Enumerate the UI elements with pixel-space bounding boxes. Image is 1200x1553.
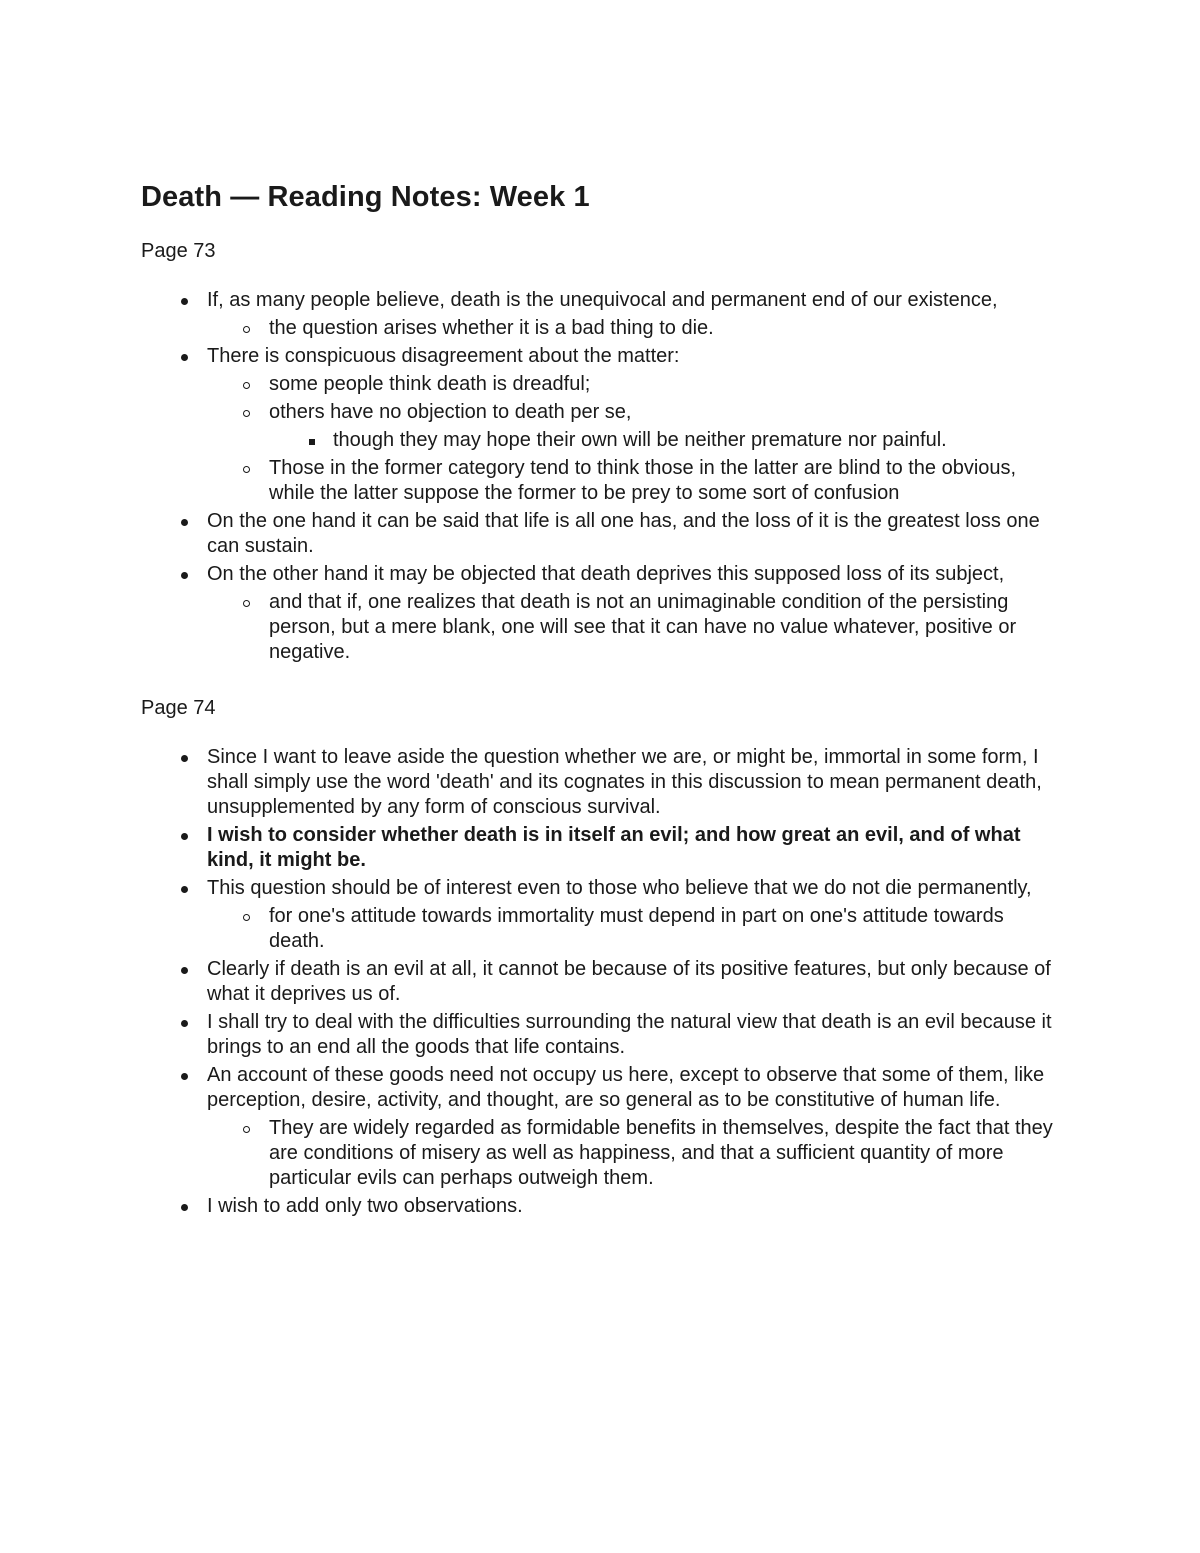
list-item: [269, 428, 1061, 453]
list-item: [141, 509, 1061, 559]
list-item: [141, 876, 1061, 954]
list-item: [207, 1116, 1061, 1191]
notes-body: [141, 238, 1061, 1219]
bullet-list-level-1: [141, 288, 1061, 665]
list-item-text: On the one hand it can be said that life is all one has, and the loss of it is the greatest loss one can sustain.: [207, 510, 1040, 557]
list-item-text: though they may hope their own will be neither premature nor painful.: [333, 429, 947, 451]
list-item-text: Those in the former category tend to think those in the latter are blind to the obvious, while the latter suppose the former to be prey to some sort of confusion: [269, 457, 1017, 504]
list-item: [141, 745, 1061, 820]
document-title: Death — Reading Notes: Week 1: [141, 181, 590, 213]
bullet-list-level-2: [207, 316, 1061, 341]
list-item-text: They are widely regarded as formidable benefits in themselves, despite the fact that they are conditions of misery as well as happiness, and that a sufficient quantity of more particular evils can perhaps outweigh them.: [269, 1117, 1053, 1189]
bullet-circle-icon: [243, 382, 250, 389]
list-item: [141, 288, 1061, 341]
list-item: [141, 957, 1061, 1007]
bullet-disc-icon: [181, 755, 188, 762]
bullet-circle-icon: [243, 410, 250, 417]
list-item: [141, 1194, 1061, 1219]
bullet-list-level-2: [207, 1116, 1061, 1191]
bullet-disc-icon: [181, 886, 188, 893]
list-item-text: Since I want to leave aside the question whether we are, or might be, immortal in some form, I shall simply use the word 'death' and its cognates in this discussion to mean permanent death, unsupplemented by any form of conscious survival.: [207, 746, 1042, 818]
bullet-square-icon: [309, 439, 315, 445]
list-item: [207, 400, 1061, 453]
list-item-text: Clearly if death is an evil at all, it cannot be because of its positive features, but only because of what it deprives us of.: [207, 958, 1051, 1005]
list-item-text: some people think death is dreadful;: [269, 373, 591, 395]
list-item-text: If, as many people believe, death is the unequivocal and permanent end of our existence,: [207, 289, 998, 311]
bullet-list-level-2: [207, 590, 1061, 665]
list-item-text: for one's attitude towards immortality must depend in part on one's attitude towards death.: [269, 905, 1004, 952]
list-item: [207, 456, 1061, 506]
list-item-text: and that if, one realizes that death is not an unimaginable condition of the persisting person, but a mere blank, one will see that it can have no value whatever, positive or negative.: [269, 591, 1017, 663]
bullet-disc-icon: [181, 1073, 188, 1080]
bullet-list-level-1: [141, 745, 1061, 1219]
list-item-text: I wish to consider whether death is in itself an evil; and how great an evil, and of what kind, it might be.: [207, 824, 1021, 871]
bullet-disc-icon: [181, 833, 188, 840]
bullet-disc-icon: [181, 298, 188, 305]
list-item: [141, 1063, 1061, 1191]
bullet-disc-icon: [181, 572, 188, 579]
list-item: [207, 590, 1061, 665]
bullet-circle-icon: [243, 326, 250, 333]
bullet-disc-icon: [181, 354, 188, 361]
bullet-list-level-3: [269, 428, 1061, 453]
bullet-disc-icon: [181, 519, 188, 526]
bullet-disc-icon: [181, 967, 188, 974]
list-item-text: others have no objection to death per se,: [269, 401, 632, 423]
list-item: [141, 823, 1061, 873]
list-item: [141, 1010, 1061, 1060]
list-item-text: On the other hand it may be objected that death deprives this supposed loss of its subject,: [207, 563, 1005, 585]
bullet-circle-icon: [243, 914, 250, 921]
section-page-label: Page 73: [141, 240, 216, 262]
list-item: [141, 344, 1061, 506]
list-item-text: This question should be of interest even to those who believe that we do not die permanently,: [207, 877, 1032, 899]
bullet-list-level-2: [207, 372, 1061, 506]
list-item-text: I shall try to deal with the difficulties surrounding the natural view that death is an evil because it brings to an end all the goods that life contains.: [207, 1011, 1052, 1058]
bullet-disc-icon: [181, 1204, 188, 1211]
bullet-circle-icon: [243, 600, 250, 607]
document-page: [141, 178, 1061, 1219]
bullet-list-level-2: [207, 904, 1061, 954]
bullet-circle-icon: [243, 1126, 250, 1133]
list-item-text: An account of these goods need not occupy us here, except to observe that some of them, like perception, desire, activity, and thought, are so general as to be constitutive of human life.: [207, 1064, 1045, 1111]
list-item: [141, 562, 1061, 665]
list-item: [207, 316, 1061, 341]
list-item: [207, 372, 1061, 397]
bullet-circle-icon: [243, 466, 250, 473]
section-page-label: Page 74: [141, 697, 216, 719]
list-item: [207, 904, 1061, 954]
list-item-text: the question arises whether it is a bad thing to die.: [269, 317, 714, 339]
list-item-text: I wish to add only two observations.: [207, 1195, 523, 1217]
bullet-disc-icon: [181, 1020, 188, 1027]
list-item-text: There is conspicuous disagreement about the matter:: [207, 345, 680, 367]
